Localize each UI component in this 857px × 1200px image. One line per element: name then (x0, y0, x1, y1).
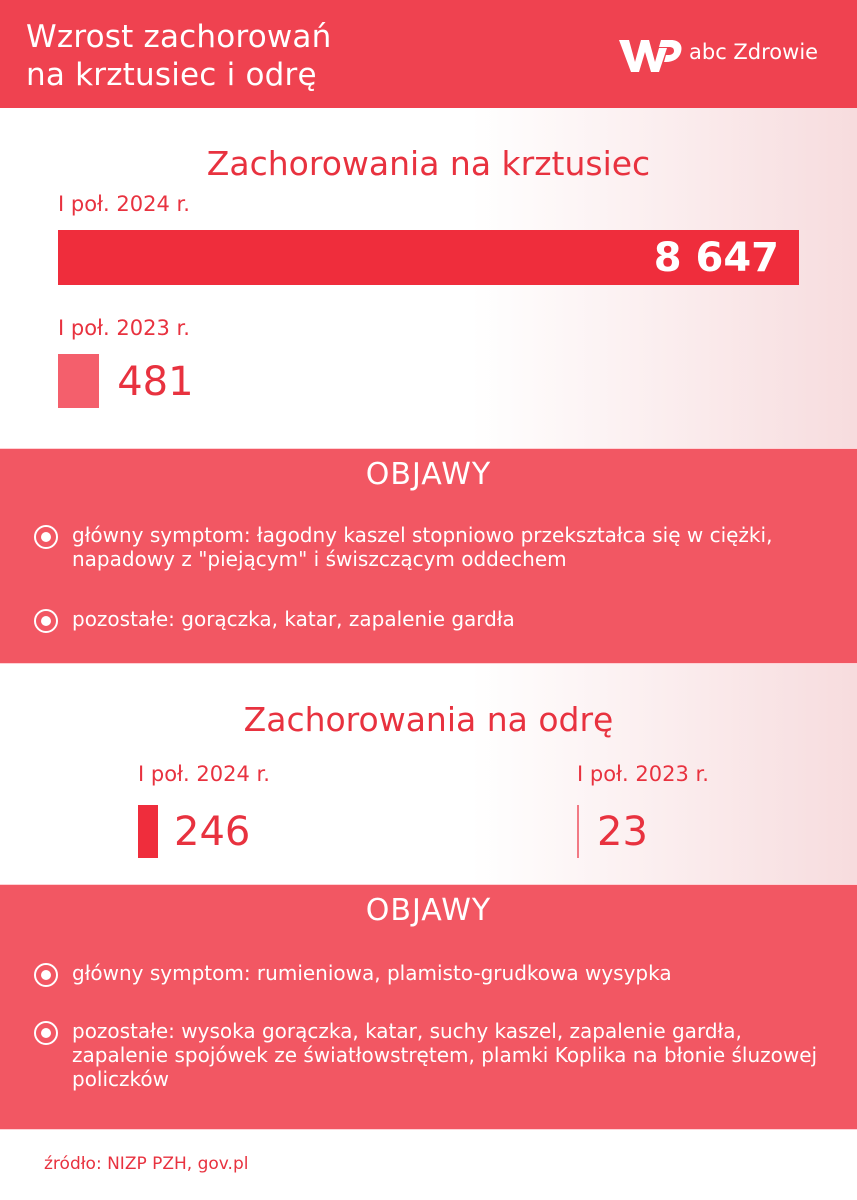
measles-chart (0, 664, 857, 884)
chart-title: Zachorowania na krztusiec (206, 144, 651, 183)
symptoms-title: OBJAWY (365, 893, 492, 928)
category-label: I poł. 2023 r. (58, 316, 190, 340)
symptom-text: pozostałe: wysoka gorączka, katar, suchy kaszel, zapalenie gardła, zapalenie spojówek ze światłowstrętem, plamki Koplika na błonie śluzowej policzków (72, 1019, 818, 1091)
category-label: I poł. 2024 r. (58, 192, 190, 216)
data-label: 481 (117, 359, 194, 405)
symptom-text: główny symptom: łagodny kaszel stopniowo przekształca się w ciężki, napadowy z "piejącym" i świszczącym oddechem (72, 523, 773, 571)
bar-2024 (138, 805, 158, 858)
source-note: źródło: NIZP PZH, gov.pl (44, 1154, 249, 1174)
category-label: I poł. 2024 r. (138, 762, 270, 786)
title-line-2: na krztusiec i odrę (26, 57, 317, 93)
header (0, 0, 857, 108)
bar-2023 (577, 805, 579, 858)
data-label: 23 (597, 809, 648, 855)
bar-2024 (58, 230, 799, 285)
bullet-icon (34, 963, 58, 987)
bullet-icon (34, 525, 58, 549)
symptoms-pertussis (0, 448, 857, 664)
symptom-text: pozostałe: gorączka, katar, zapalenie gardła (72, 607, 515, 631)
wp-logo (617, 34, 847, 78)
symptoms-measles (0, 884, 857, 1130)
chart-title: Zachorowania na odrę (243, 700, 614, 739)
logo-text: abc Zdrowie (689, 40, 819, 64)
symptom-text: główny symptom: rumieniowa, plamisto-grudkowa wysypka (72, 961, 672, 985)
page-title (26, 18, 546, 94)
title-line-1: Wzrost zachorowań (26, 19, 332, 55)
data-label: 246 (174, 809, 251, 855)
category-label: I poł. 2023 r. (577, 762, 709, 786)
data-label: 8 647 (653, 235, 779, 281)
symptoms-title: OBJAWY (365, 457, 492, 492)
wp-logo-icon (617, 34, 683, 78)
bar-2023 (58, 354, 99, 408)
bullet-icon (34, 1021, 58, 1045)
bullet-icon (34, 609, 58, 633)
